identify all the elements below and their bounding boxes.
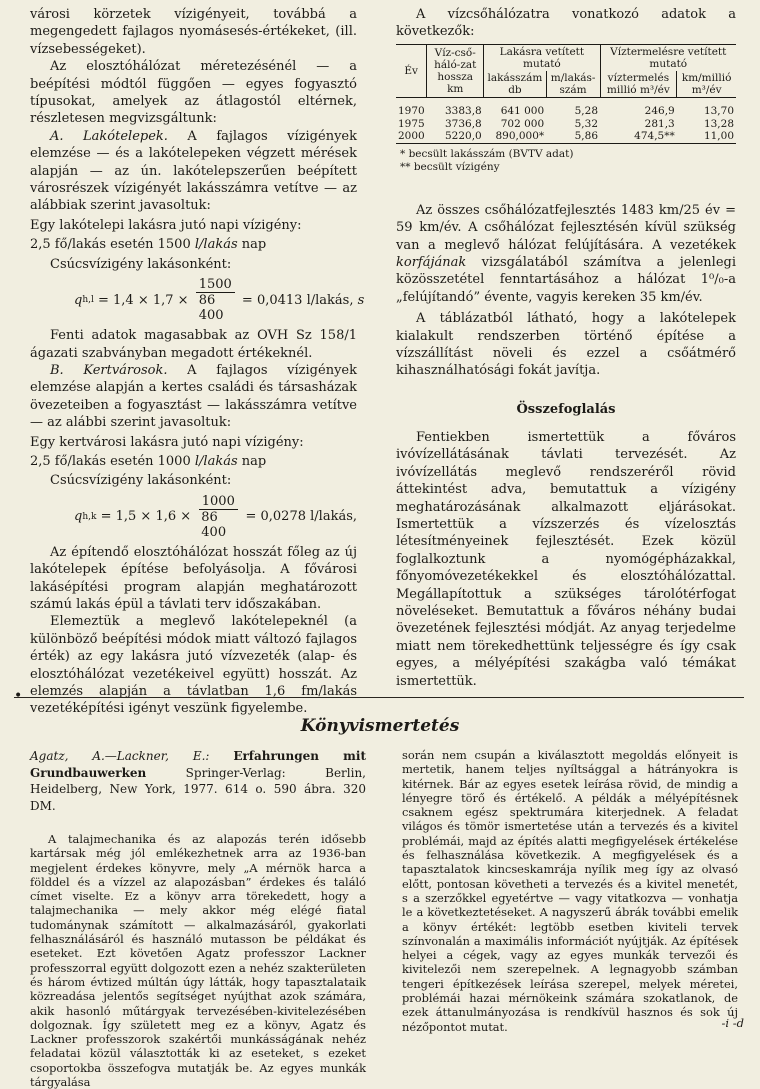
paragraph [396,202,736,306]
cell: 3736,8 [444,117,482,130]
cell: 13,70 [703,105,734,118]
left-column [30,6,365,718]
unit: l/lakás [194,453,238,469]
paragraph: Egy kertvárosi lakásra jutó napi vízigény: [30,434,304,450]
paragraph: Csúcsvízigény lakásonként: [50,256,232,272]
formula-kertvaros [74,494,357,540]
cell: 281,3 [644,117,675,130]
header-hossz: Víz-cső-háló-zat hossza km [427,44,484,97]
paragraph: Egy lakótelepi lakásra jutó napi vízigény: [30,217,302,233]
cell: 5,86 [574,130,599,143]
cell: 11,00 [703,130,734,143]
cell: 5,32 [574,117,599,130]
header-ev: Év [396,44,427,97]
paragraph: Fenti adatok magasabbak az OVH Sz 158/1 ágazati szabványban megadott értékeknél. [30,328,357,361]
header-km-millio: km/millió m³/év [681,71,732,96]
table-intro: A vízcsőhálózatra vonatkozó adatok a következők: [396,7,736,40]
cell: 5220,0 [444,130,482,143]
table-footnote: * becsült lakásszám (BVTV adat) [400,147,574,160]
section-divider [14,697,744,698]
table-footnote: ** becsült vízigény [400,160,500,173]
formula-lakotelep [74,277,365,324]
paragraph: Fentiekben ismertettük a főváros ivóvízellátásának távlati tervezését. Az ivóvízellátás meglevő rendszeréről rövid áttekintést adva, bemutattuk a vízigény meghatározásának alkalmazott eljárásokat. Ismertettük a vízszerzés és vízelosztás létesítményeinek fejlesztését. Ezek közül foglalkoztunk a nyomógépházakkal, főnyomóvezetékekkel és elosztóhálózattal. Megállapítottuk a szükséges tárolótérfogat növeléseket. Bemutattuk a főváros néhány budai övezetének fejlesztési módját. Az anyag terjedelme miatt nem törekedhettünk teljességre és így csak egyes, a mélyépítési szakágba való témákat ismertettük. [396,429,736,689]
paragraph-text: 2,5 fő/lakás esetén 1500 [30,237,195,253]
cell: 702 000 [500,117,545,130]
header-lakasra: Lakásra vetített mutató [484,44,600,71]
cell: 5,28 [574,105,599,118]
fraction-denominator: 86 400 [198,293,224,324]
cell: 13,28 [703,117,734,130]
unit: l/lakás [194,237,238,253]
formula-text: = 1,4 × 1,7 × [93,292,193,308]
formula-subscript: h,k [82,511,97,522]
cell: 474,5** [634,130,675,143]
header-vizterm: Víztermelésre vetített mutató [610,45,727,70]
header-lakasszam: lakásszám db [484,71,546,98]
paragraph [30,236,357,253]
table-row [396,118,736,131]
paragraph: városi körzetek vízigényeit, továbbá a megengedett fajlagos nyomásesés-értékeket, (ill. vízsebességeket). [30,7,357,57]
fraction-numerator: 1000 [199,494,238,510]
header-m-lakas: m/lakás-szám [546,71,600,98]
paragraph: A táblázatból látható, hogy a lakótelepek kialakult rendszerben történő építése a vízszállítást növeli és ezzel a csőátmérő kihasználhatósági fokát javítja. [396,311,736,379]
paragraph-text: A fajlagos vízigények elemzése — és a lakótelepeken végzett mérések alapján — az ún. lakótelepszerűen beépített városrészek vízigényét lakásszámra vetítve — az alábbiak szerint javasoltuk: [30,128,357,214]
fraction-numerator: 1500 [196,277,235,293]
cell: 246,9 [644,105,675,118]
formula-text: = 1,5 × 1,6 × [96,509,196,525]
section-heading: Összefoglalás [516,401,616,417]
bib-title: Erfahrungen mit Grundbauwerken [30,749,366,780]
formula-fraction [198,494,238,540]
bibliography [30,748,366,814]
review-title: Könyvismertetés [300,716,460,736]
formula-result: = 0,0413 l/lakás, [237,292,358,308]
paragraph-text: nap [237,237,267,253]
cell: 641 000 [500,105,545,118]
paragraph: Csúcsvízigény lakásonként: [50,473,232,489]
data-table [396,44,736,144]
section-label: A. Lakótelepek. [50,128,168,144]
review-left-column [30,748,366,1089]
paragraph-text: A fajlagos vízigények elemzése alapján a kertes családi és társasházak övezeteiben a fogyasztást — lakásszámra vetítve — az alábbi szerint javasoltuk: [30,362,357,431]
table-row [396,105,736,118]
review-paragraph: A talajmechanika és az alapozás terén idősebb kartársak még jól emlékezhetnek arra az 1936-ban megjelent érdekes könyvre, mely „A mérnök harca a földdel és a vízzel az alapozásban” érdekes és találó címet viselte. Ez a könyv arra törekedett, hogy a talajmechanika — mely akkor még elégé fiatal tudománynak számított — alkalmazásáról, gyakorlati felhasználásáról és használó mutasson be példákat és eseteket. Ezt követően Agatz professzor Lackner professzorral együtt dolgozott ezen a nehéz szakterületen és három évtized múltán úgy látták, hogy tapasztalataik közreadása jelentős segítséget nyújthat azok számára, akik hasonló műtárgyak tervezésében-kivitelezésében dolgoznak. Így született meg ez a könyv, Agatz és Lackner professzorok szakértői munkásságának nehéz feladatai közül választották ki az eseteket, s ezeket csoportokba összefogva mutatják be. Az egyes munkák tárgyalása [30,832,366,1089]
emphasis: korfájának [396,255,467,271]
table-row [396,130,736,143]
bib-details: Springer-Verlag: Berlin, Heidelberg, New York, 1977. 614 o. 590 ábra. 320 DM. [30,765,366,813]
review-right-column [402,748,738,1034]
right-column [396,6,736,690]
bib-authors: Agatz, A.—Lackner, E.: [30,749,234,763]
paragraph [30,128,357,215]
paragraph: Az elosztóhálózat méretezésénél — a beépítési módtól függően — egyes fogyasztó típusokat, amelyek az átlagostól eltérnek, részletesen megvizsgáltunk: [30,59,357,127]
paragraph: Elemeztük a meglevő lakótelepeknél (a különböző beépítési módok miatt változó fajlagos érték) az egy lakásra jutó vízvezeték (alap- és elosztóhálózat vezetékeivel együtt) hosszát. Az elemzés alapján a távlatban 1,6 fm/lakás vezetéképítési igényt veszünk figyelembe. [30,614,357,717]
cell: 2000 [398,130,425,143]
formula-unit: s [357,292,365,308]
cell: 3383,8 [444,105,482,118]
cell: 890,000* [495,130,545,143]
cell: 1975 [398,117,425,130]
paragraph-text: 2,5 fő/lakás esetén 1000 [30,453,195,469]
review-paragraph: során nem csupán a kiválasztott megoldás előnyeit is mertetik, hanem teljes nyíltsággal a hátrányokra is kitérnek. Bár az egyes esetek leírása rövid, de mindig a lényegre törő és értékelő. A példák a mélyépítésnek csaknem egész spektrumára kiterjednek. A feladat világos és tömör ismertetése után a tervezés és a kivitel problémái, majd az építés alatti megfigyelések értékelése és felhasználása következik. A megfigyelések és a tapasztalatok kincseskamrája nyílik meg így az olvasó előtt, pontosan követheti a tervezés és a kivitel menetét, s a szerzőkkel egyetértve — vagy vitatkozva — vonhatja le a következtetéseket. A nagyszerű ábrák további emelik a könyv értékét: legtöbb esetben kiviteli tervek színvonalán a maximális információt nyújtják. Az építések helyei a cégek, vagy az egyes munkák tervezői és kivitelezői nem szerepelnek. A legnagyobb számban tengeri építkezések leírása szerepel, melyek méretei, problémái hazai mérnökeink számára szokatlanok, de ezek áttanulmányozása is rendkívül hasznos és sok új nézőpontot mutat. [402,748,738,1034]
paragraph [30,453,357,470]
paragraph-text: vizsgálatából számítva a jelenlegi közösszetétel fenntartásához a hálózat 1⁰/₀-a „felújítandó” évente, vagyis kereken 35 km/év. [396,255,736,305]
paragraph-text: nap [237,453,267,469]
paragraph-text: Az összes csőhálózatfejlesztés 1483 km/25 év = 59 km/év. A csőhálózat fejlesztésén kívül szükség van a meglevő hálózat felújítására. A vezetékek [396,202,736,253]
cell: 1970 [398,105,425,118]
formula-symbol: q [74,292,83,308]
fraction-denominator: 86 400 [201,509,227,540]
formula-fraction [196,277,235,323]
paragraph: Az építendő elosztóhálózat hosszát főleg az új lakótelepek építése befolyásolja. A fővárosi lakásépítési program alapján meghatározott számú lakás épül a távlati terv időszakában. [30,544,357,612]
review-signature: -i -d [721,1016,744,1030]
formula-symbol: q [74,509,83,525]
bullet-marker: • [14,688,23,704]
paragraph [30,362,357,432]
formula-result: = 0,0278 l/lakás, [241,509,357,525]
header-viztermeles: víztermelés millió m³/év [600,71,677,98]
formula-subscript: h,l [82,295,94,306]
section-label: B. Kertvárosok. [50,362,168,378]
